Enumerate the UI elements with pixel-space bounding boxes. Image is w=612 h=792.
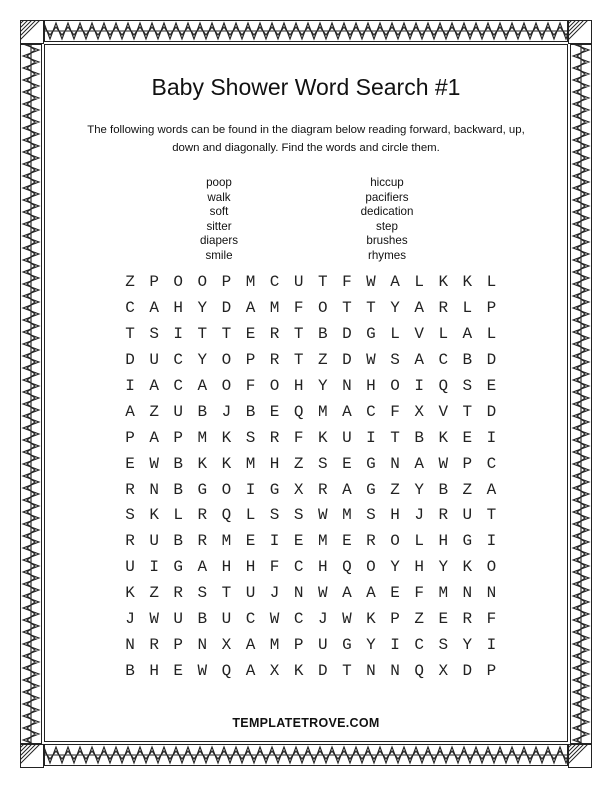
grid-letter: Z	[317, 350, 328, 369]
grid-letter: T	[125, 324, 135, 343]
grid-letter: C	[486, 454, 497, 473]
zigzag-pattern-icon	[44, 744, 568, 766]
grid-letter: A	[342, 480, 352, 499]
grid-letter: K	[438, 273, 449, 291]
grid-letter: S	[149, 324, 159, 343]
grid-letter: C	[366, 402, 376, 421]
grid-letter: E	[293, 532, 304, 551]
grid-letter: A	[414, 350, 424, 369]
grid-letter: Y	[390, 298, 400, 317]
border-corner	[568, 20, 592, 44]
grid-letter: H	[293, 376, 304, 395]
grid-letter: A	[366, 584, 376, 603]
grid-letter: A	[149, 298, 159, 317]
grid-letter: B	[462, 350, 473, 369]
grid-letter: B	[197, 610, 208, 629]
word-list-item: sitter	[206, 219, 232, 233]
grid-letter: Z	[462, 480, 473, 499]
word-list-item: rhymes	[367, 248, 406, 262]
grid-letter: Y	[390, 558, 400, 577]
grid-letter: D	[486, 402, 497, 421]
grid-letter: A	[149, 376, 159, 395]
grid-letter: E	[173, 662, 184, 681]
grid-letter: T	[486, 506, 497, 525]
grid-letter: G	[366, 480, 376, 499]
grid-letter: S	[293, 506, 304, 525]
word-list-item: brushes	[366, 234, 408, 248]
word-list-item: dedication	[360, 205, 414, 219]
grid-letter: C	[293, 610, 304, 629]
grid-letter: A	[342, 584, 352, 603]
grid-letter: Q	[342, 558, 352, 577]
grid-letter: A	[390, 273, 400, 291]
grid-letter: R	[317, 480, 328, 499]
grid-letter: H	[438, 532, 449, 551]
grid-letter: I	[366, 428, 376, 447]
grid-letter: R	[149, 636, 159, 655]
grid-letter: A	[197, 376, 208, 395]
grid-letter: E	[245, 532, 256, 551]
grid-letter: I	[390, 636, 400, 655]
grid-letter: Y	[317, 376, 328, 395]
grid-letter: N	[149, 480, 159, 499]
grid-letter: I	[173, 324, 184, 343]
grid-letter: I	[414, 376, 424, 395]
grid-letter: S	[197, 584, 208, 603]
grid-letter: Y	[462, 636, 473, 655]
grid-letter: P	[462, 454, 473, 473]
grid-letter: R	[366, 532, 376, 551]
grid-letter: T	[197, 324, 208, 343]
grid-letter: N	[342, 376, 352, 395]
grid-letter: R	[125, 480, 135, 499]
grid-letter: L	[486, 273, 497, 291]
grid-letter: T	[293, 324, 304, 343]
grid-letter: K	[149, 506, 159, 525]
grid-letter: K	[462, 558, 473, 577]
grid-letter: T	[293, 350, 304, 369]
grid-letter: E	[342, 454, 352, 473]
grid-letter: U	[125, 558, 135, 577]
grid-letter: F	[245, 376, 256, 395]
grid-letter: C	[125, 298, 135, 317]
grid-letter: G	[366, 454, 376, 473]
grid-letter: J	[317, 610, 328, 629]
grid-letter: L	[414, 532, 424, 551]
grid-letter: S	[125, 506, 135, 525]
grid-letter: D	[342, 350, 352, 369]
grid-letter: L	[245, 506, 256, 525]
grid-letter: C	[293, 558, 304, 577]
grid-letter: V	[414, 324, 424, 343]
grid-letter: R	[269, 350, 280, 369]
grid-letter: U	[342, 428, 352, 447]
zigzag-border-right	[570, 44, 592, 744]
grid-letter: B	[173, 454, 184, 473]
grid-letter: X	[269, 662, 280, 681]
grid-letter: U	[462, 506, 473, 525]
grid-letter: Z	[149, 584, 159, 603]
grid-letter: S	[245, 428, 256, 447]
grid-letter: N	[125, 636, 135, 655]
grid-letter: U	[173, 610, 184, 629]
grid-letter: H	[317, 558, 328, 577]
grid-letter: E	[462, 428, 473, 447]
grid-letter: P	[149, 273, 159, 291]
grid-letter: D	[317, 662, 328, 681]
grid-letter: K	[317, 428, 328, 447]
grid-letter: O	[221, 480, 232, 499]
grid-letter: I	[486, 636, 497, 655]
grid-letter: N	[390, 662, 400, 681]
grid-letter: Q	[414, 662, 424, 681]
grid-letter: U	[173, 402, 184, 421]
grid-letter: U	[245, 584, 256, 603]
grid-letter: Z	[149, 402, 159, 421]
grid-letter: I	[486, 428, 497, 447]
grid-letter: R	[197, 506, 208, 525]
grid-letter: C	[414, 636, 424, 655]
grid-letter: F	[269, 558, 280, 577]
zigzag-pattern-icon	[44, 20, 568, 42]
grid-letter: T	[390, 428, 400, 447]
grid-letter: U	[149, 532, 159, 551]
grid-letter: K	[125, 584, 135, 603]
grid-letter: Y	[438, 558, 449, 577]
grid-letter: V	[438, 402, 449, 421]
grid-letter: K	[462, 273, 473, 291]
grid-letter: H	[414, 558, 424, 577]
grid-letter: O	[390, 376, 400, 395]
grid-letter: O	[269, 376, 280, 395]
grid-letter: R	[269, 428, 280, 447]
grid-letter: P	[293, 636, 304, 655]
grid-letter: P	[486, 298, 497, 317]
grid-letter: W	[342, 610, 352, 629]
grid-letter: J	[221, 402, 232, 421]
grid-letter: A	[462, 324, 473, 343]
grid-letter: P	[245, 350, 256, 369]
grid-letter: F	[486, 610, 497, 629]
grid-letter: U	[149, 350, 159, 369]
grid-letter: B	[414, 428, 424, 447]
grid-letter: W	[269, 610, 280, 629]
grid-letter: H	[245, 558, 256, 577]
grid-letter: B	[125, 662, 135, 681]
grid-letter: P	[125, 428, 135, 447]
word-list-item: soft	[209, 205, 229, 219]
grid-letter: T	[221, 324, 232, 343]
grid-letter: U	[317, 636, 328, 655]
grid-letter: Z	[125, 273, 135, 291]
grid-letter: I	[125, 376, 135, 395]
grid-letter: H	[221, 558, 232, 577]
grid-letter: M	[317, 402, 328, 421]
grid-letter: J	[269, 584, 280, 603]
grid-letter: I	[486, 532, 497, 551]
grid-letter: T	[462, 402, 473, 421]
grid-letter: I	[245, 480, 256, 499]
grid-letter: Y	[197, 350, 208, 369]
grid-letter: N	[293, 584, 304, 603]
grid-letter: O	[221, 350, 232, 369]
grid-letter: R	[173, 584, 184, 603]
grid-letter: X	[438, 662, 449, 681]
grid-letter: Y	[197, 298, 208, 317]
grid-letter: Z	[390, 480, 400, 499]
grid-letter: I	[269, 532, 280, 551]
grid-letter: Y	[414, 480, 424, 499]
border-corner	[20, 20, 44, 44]
grid-letter: J	[125, 610, 135, 629]
grid-letter: S	[317, 454, 328, 473]
border-corner	[20, 744, 44, 768]
grid-letter: A	[245, 298, 256, 317]
grid-letter: W	[366, 350, 376, 369]
grid-letter: A	[486, 480, 497, 499]
grid-letter: L	[462, 298, 473, 317]
grid-letter: N	[462, 584, 473, 603]
grid-letter: B	[438, 480, 449, 499]
word-list-item: pacifiers	[365, 190, 409, 204]
grid-letter: S	[366, 506, 376, 525]
grid-letter: R	[197, 532, 208, 551]
grid-letter: M	[438, 584, 449, 603]
grid-letter: A	[245, 662, 256, 681]
grid-letter: G	[197, 480, 208, 499]
word-list-right	[327, 176, 447, 264]
zigzag-border-left	[20, 44, 42, 744]
grid-letter: W	[366, 273, 376, 291]
border-corner	[568, 744, 592, 768]
grid-letter: L	[390, 324, 400, 343]
grid-letter: N	[197, 636, 208, 655]
grid-letter: H	[173, 298, 184, 317]
grid-letter: D	[486, 350, 497, 369]
grid-letter: P	[221, 273, 232, 291]
grid-letter: Q	[438, 376, 449, 395]
grid-letter: S	[390, 350, 400, 369]
grid-letter: N	[390, 454, 400, 473]
grid-letter: L	[173, 506, 184, 525]
grid-letter: H	[366, 376, 376, 395]
grid-letter: I	[149, 558, 159, 577]
grid-letter: L	[486, 324, 497, 343]
grid-letter: E	[486, 376, 497, 395]
grid-letter: W	[197, 662, 208, 681]
grid-letter: O	[197, 273, 208, 291]
grid-letter: O	[317, 298, 328, 317]
grid-letter: Q	[293, 402, 304, 421]
grid-letter: R	[438, 298, 449, 317]
grid-letter: W	[149, 454, 159, 473]
grid-letter: T	[342, 662, 352, 681]
grid-letter: C	[245, 610, 256, 629]
word-list-item: poop	[206, 176, 232, 189]
grid-letter: E	[438, 610, 449, 629]
grid-letter: D	[125, 350, 135, 369]
grid-letter: P	[173, 428, 184, 447]
footer-site-name: TEMPLATETROVE.COM	[232, 716, 380, 730]
grid-letter: M	[221, 532, 232, 551]
grid-letter: M	[342, 506, 352, 525]
zigzag-pattern-icon	[20, 44, 42, 744]
page-title: Baby Shower Word Search #1	[151, 74, 461, 100]
grid-letter: P	[390, 610, 400, 629]
grid-letter: N	[486, 584, 497, 603]
grid-letter: F	[342, 273, 352, 291]
grid-letter: T	[342, 298, 352, 317]
grid-letter: M	[197, 428, 208, 447]
grid-letter: W	[317, 584, 328, 603]
grid-letter: Q	[221, 662, 232, 681]
grid-letter: S	[462, 376, 473, 395]
grid-letter: Q	[221, 506, 232, 525]
zigzag-pattern-icon	[570, 44, 592, 744]
grid-letter: M	[269, 298, 280, 317]
grid-letter: A	[414, 454, 424, 473]
grid-letter: F	[390, 402, 400, 421]
grid-letter: E	[269, 402, 280, 421]
grid-letter: U	[221, 610, 232, 629]
grid-letter: A	[149, 428, 159, 447]
grid-letter: G	[173, 558, 184, 577]
grid-letter: L	[438, 324, 449, 343]
grid-letter: C	[269, 273, 280, 291]
letter-grid	[118, 274, 504, 689]
grid-letter: R	[438, 506, 449, 525]
grid-letter: H	[390, 506, 400, 525]
word-list-left	[159, 176, 279, 264]
grid-letter: B	[173, 480, 184, 499]
grid-letter: R	[269, 324, 280, 343]
grid-letter: M	[317, 532, 328, 551]
grid-letter: K	[197, 454, 208, 473]
word-list-item: smile	[205, 248, 233, 262]
grid-letter: X	[293, 480, 304, 499]
grid-letter: P	[486, 662, 497, 681]
grid-letter: K	[438, 428, 449, 447]
grid-letter: O	[221, 376, 232, 395]
grid-letter: S	[269, 506, 280, 525]
grid-letter: E	[342, 532, 352, 551]
grid-letter: E	[125, 454, 135, 473]
grid-letter: P	[173, 636, 184, 655]
grid-letter: T	[221, 584, 232, 603]
grid-letter: G	[462, 532, 473, 551]
grid-letter: L	[414, 273, 424, 291]
grid-letter: A	[125, 402, 135, 421]
grid-letter: X	[221, 636, 232, 655]
word-list-item: diapers	[199, 234, 239, 248]
grid-letter: K	[221, 454, 232, 473]
grid-letter: M	[269, 636, 280, 655]
grid-letter: J	[414, 506, 424, 525]
grid-letter: C	[173, 350, 184, 369]
zigzag-border-bottom	[44, 744, 568, 766]
grid-letter: O	[390, 532, 400, 551]
grid-letter: K	[293, 662, 304, 681]
grid-letter: B	[245, 402, 256, 421]
grid-letter: E	[390, 584, 400, 603]
grid-letter: D	[342, 324, 352, 343]
instructions-text: The following words can be found in the diagram below reading forward, backward, up, down and diagonally. Find the words and circle them.	[87, 124, 525, 154]
grid-letter: O	[173, 273, 184, 291]
grid-letter: O	[366, 558, 376, 577]
grid-letter: B	[317, 324, 328, 343]
grid-letter: U	[293, 273, 304, 291]
grid-letter: A	[414, 298, 424, 317]
grid-letter: C	[173, 376, 184, 395]
grid-letter: B	[173, 532, 184, 551]
grid-letter: F	[293, 298, 304, 317]
grid-letter: K	[221, 428, 232, 447]
grid-letter: T	[317, 273, 328, 291]
grid-letter: A	[245, 636, 256, 655]
grid-letter: W	[438, 454, 449, 473]
grid-letter: Y	[366, 636, 376, 655]
word-list-item: hiccup	[370, 176, 404, 189]
grid-letter: Z	[293, 454, 304, 473]
grid-letter: X	[414, 402, 424, 421]
grid-letter: D	[221, 298, 232, 317]
grid-letter: B	[197, 402, 208, 421]
grid-letter: O	[486, 558, 497, 577]
grid-letter: W	[149, 610, 159, 629]
grid-letter: G	[342, 636, 352, 655]
grid-letter: A	[342, 402, 352, 421]
grid-letter: D	[462, 662, 473, 681]
grid-letter: H	[269, 454, 280, 473]
word-list-item: walk	[207, 190, 231, 204]
grid-letter: G	[269, 480, 280, 499]
grid-letter: R	[125, 532, 135, 551]
grid-letter: K	[366, 610, 376, 629]
grid-letter: N	[366, 662, 376, 681]
grid-letter: W	[317, 506, 328, 525]
grid-letter: R	[462, 610, 473, 629]
word-list-item: step	[376, 219, 398, 233]
zigzag-border-top	[44, 20, 568, 42]
grid-letter: A	[197, 558, 208, 577]
grid-letter: H	[149, 662, 159, 681]
grid-letter: Z	[414, 610, 424, 629]
grid-letter: G	[366, 324, 376, 343]
grid-letter: F	[293, 428, 304, 447]
grid-letter: C	[438, 350, 449, 369]
grid-letter: E	[245, 324, 256, 343]
grid-letter: M	[245, 273, 256, 291]
grid-letter: F	[414, 584, 424, 603]
grid-letter: M	[245, 454, 256, 473]
grid-letter: T	[366, 298, 376, 317]
grid-letter: S	[438, 636, 449, 655]
